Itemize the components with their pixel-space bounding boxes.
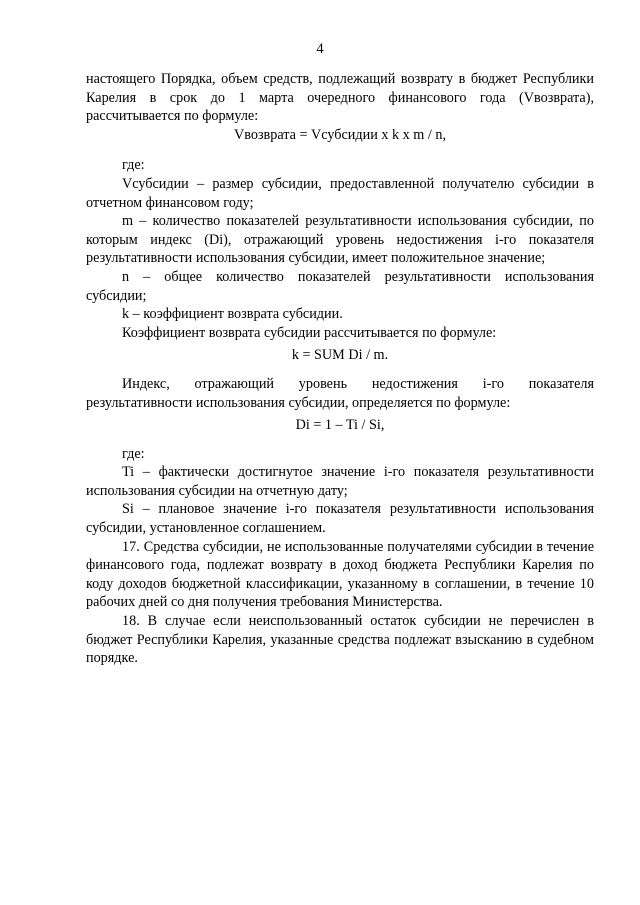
paragraph-gde-1: где: (122, 157, 145, 174)
formula-v-vozvrata: Vвозврата = Vсубсидии x k x m / n, (234, 126, 446, 143)
paragraph-gde-2: где: (122, 445, 145, 462)
definition-si: Si – плановое значение i-го показателя результативности использования субсидии, установленное соглашением. (86, 501, 594, 537)
paragraph-di-formula-intro: Индекс, отражающий уровень недостижения i-го показателя результативности использования субсидии, определяется по формуле: (86, 375, 594, 411)
definition-k: k – коэффициент возврата субсидии. (122, 306, 343, 323)
definition-v-subsidii: Vсубсидии – размер субсидии, предоставленной получателю субсидии в отчетном финансовом году; (86, 175, 594, 211)
paragraph-intro: настоящего Порядка, объем средств, подлежащий возврату в бюджет Республики Карелия в срок до 1 марта очередного финансового года (Vвозврата), рассчитывается по формуле: (86, 71, 594, 125)
definition-n: n – общее количество показателей результативности использования субсидии; (86, 268, 594, 304)
definition-ti: Ti – фактически достигнутое значение i-го показателя результативности использования субсидии на отчетную дату; (86, 464, 594, 499)
formula-k: k = SUM Di / m. (291, 347, 389, 364)
clause-18: 18. В случае если неиспользованный остаток субсидии не перечислен в бюджет Республики Карелия, указанные средства подлежат взысканию в судебном порядке. (86, 613, 594, 667)
clause-17: 17. Средства субсидии, не использованные получателями субсидии в течение финансового года, подлежат возврату в доход бюджета Республики Карелия по коду доходов бюджетной классификации, указанному в соглашении, в течение 10 рабочих дней со дня получения требования Министерства. (86, 538, 594, 611)
document-body (86, 70, 594, 668)
formula-di: Di = 1 – Ti / Si, (295, 417, 385, 434)
paragraph-k-formula-intro: Коэффициент возврата субсидии рассчитывается по формуле: (122, 324, 497, 341)
page-number: 4 (316, 41, 324, 57)
definition-m: m – количество показателей результативности использования субсидии, по которым индекс (Di), отражающий уровень недостижения i-го показателя результативности использования субсидии, имеет положительное значение; (86, 213, 594, 267)
